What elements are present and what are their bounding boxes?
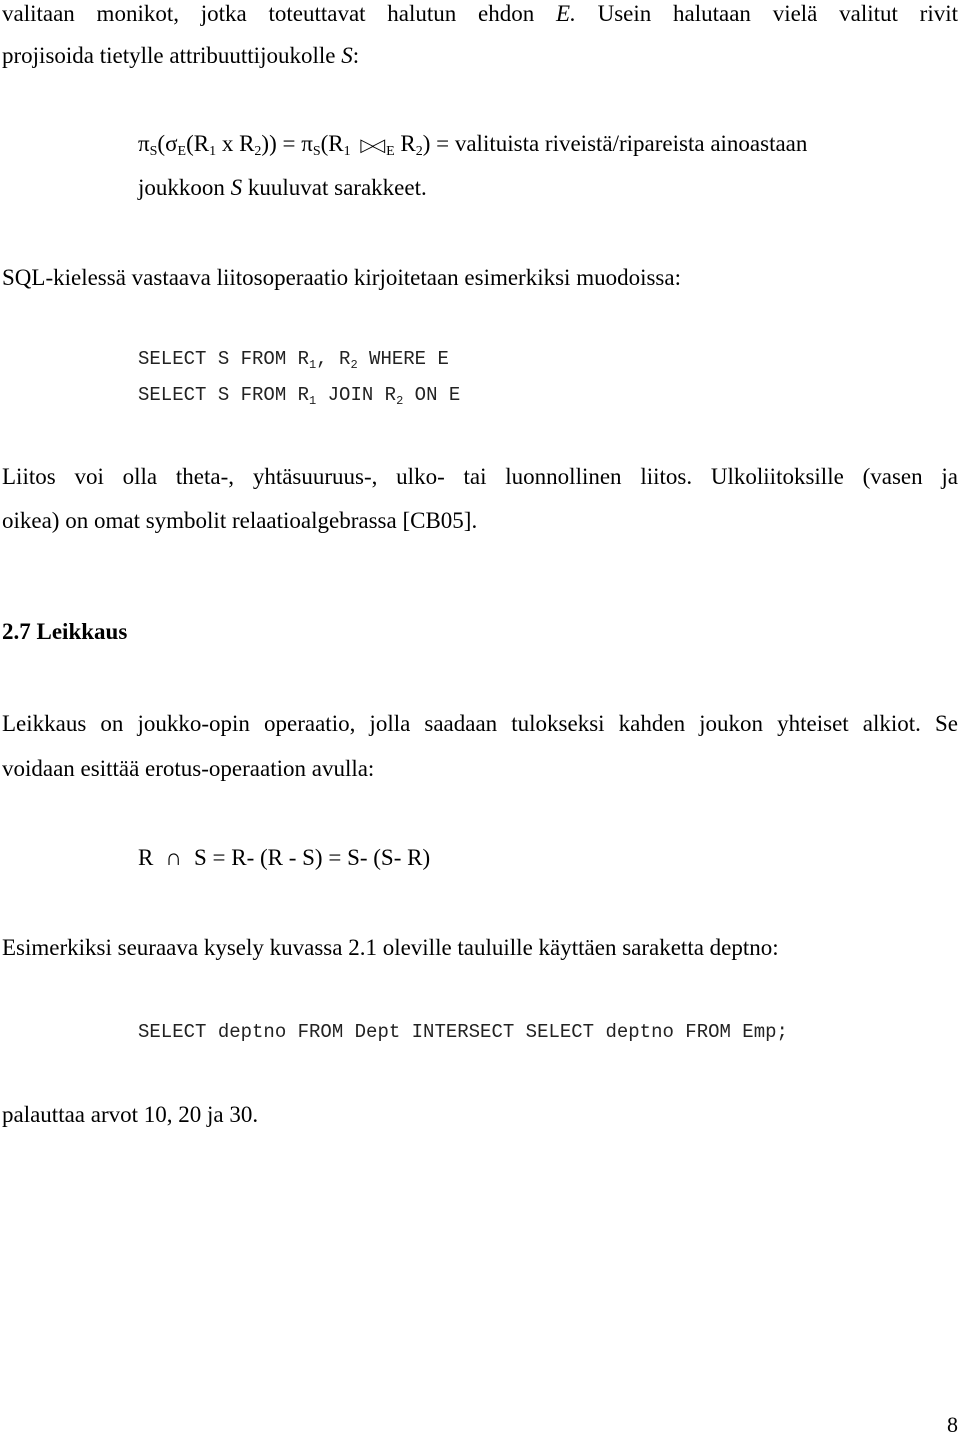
section-heading: 2.7 Leikkaus (2, 619, 128, 644)
paragraph: SQL-kielessä vastaava liitosoperaatio kirjoitetaan esimerkiksi muodoissa: (2, 265, 681, 290)
subscript: E (386, 144, 395, 159)
code-segment: WHERE E (357, 348, 449, 370)
subscript: E (177, 144, 187, 159)
subscript: S (312, 144, 321, 159)
projection-formula (138, 130, 958, 159)
paragraph-line: Leikkaus on joukko-opin operaatio, jolla saadaan tulokseksi kahden joukon yhteiset alkiot. Se (2, 711, 958, 736)
intersection-formula (138, 844, 958, 872)
paragraph-line: voidaan esittää erotus-operaation avulla: (2, 756, 375, 781)
subscript: 1 (309, 394, 317, 408)
sql-code-line (138, 381, 958, 409)
sql-code-line (138, 345, 958, 373)
intersection-icon: ∩ (165, 845, 182, 870)
text-segment: valitaan monikot, jotka toteuttavat halutun ehdon (2, 1, 535, 26)
subscript: 2 (350, 358, 358, 372)
subscript: 1 (209, 144, 217, 159)
code-segment: , R (316, 348, 351, 370)
subscript: S (149, 144, 158, 159)
text-segment: joukkoon (138, 175, 225, 200)
paragraph-line: Liitos voi olla theta-, yhtäsuuruus-, ulko- tai luonnollinen liitos. Ulkoliitoksille (vasen ja (2, 464, 958, 489)
text-segment: kuuluvat sarakkeet. (247, 175, 427, 200)
text-segment: Usein halutaan vielä valitut rivit (597, 1, 958, 26)
code-segment: SELECT S FROM R (138, 348, 310, 370)
subscript: 2 (396, 394, 404, 408)
page-number: 8 (947, 1412, 958, 1437)
sigma-symbol: σ (165, 131, 178, 156)
paragraph: palauttaa arvot 10, 20 ja 30. (2, 1102, 259, 1127)
paren: )) (261, 131, 277, 156)
pi-symbol: π (138, 131, 150, 156)
code-segment: SELECT S FROM R (138, 384, 310, 406)
set-symbol: S (230, 175, 243, 200)
paren: ( (157, 131, 166, 156)
equals-pi: = π (282, 131, 313, 156)
subscript: 1 (309, 358, 317, 372)
code-segment: ON E (403, 384, 461, 406)
subscript: 2 (254, 144, 262, 159)
text-segment: projisoida tietylle attribuuttijoukolle (2, 43, 336, 68)
paragraph: Esimerkiksi seuraava kysely kuvassa 2.1 oleville tauluille käyttäen saraketta deptno: (2, 935, 779, 960)
relation: x R (221, 131, 255, 156)
paragraph-line (2, 42, 958, 70)
condition-symbol: E. (556, 1, 576, 26)
subscript: 2 (415, 144, 423, 159)
join-icon: ▷◁ (360, 135, 383, 155)
relation: (R (186, 131, 210, 156)
relation: (R (320, 131, 344, 156)
relation: R (400, 131, 416, 156)
paragraph-line: oikea) on omat symbolit relaatioalgebrassa [CB05]. (2, 508, 478, 533)
paragraph-line (138, 174, 958, 202)
text-segment: : (352, 43, 360, 68)
sql-code-line: SELECT deptno FROM Dept INTERSECT SELECT deptno FROM Emp; (138, 1021, 788, 1043)
text-segment: S = R- (R - S) = S- (S- R) (193, 845, 431, 870)
set-symbol: S (341, 43, 353, 68)
text-segment: ) = valituista riveistä/ripareista ainoastaan (422, 131, 808, 156)
code-segment: JOIN R (316, 384, 397, 406)
subscript: 1 (343, 144, 351, 159)
paragraph-line (2, 0, 958, 28)
relation: R (138, 845, 154, 870)
